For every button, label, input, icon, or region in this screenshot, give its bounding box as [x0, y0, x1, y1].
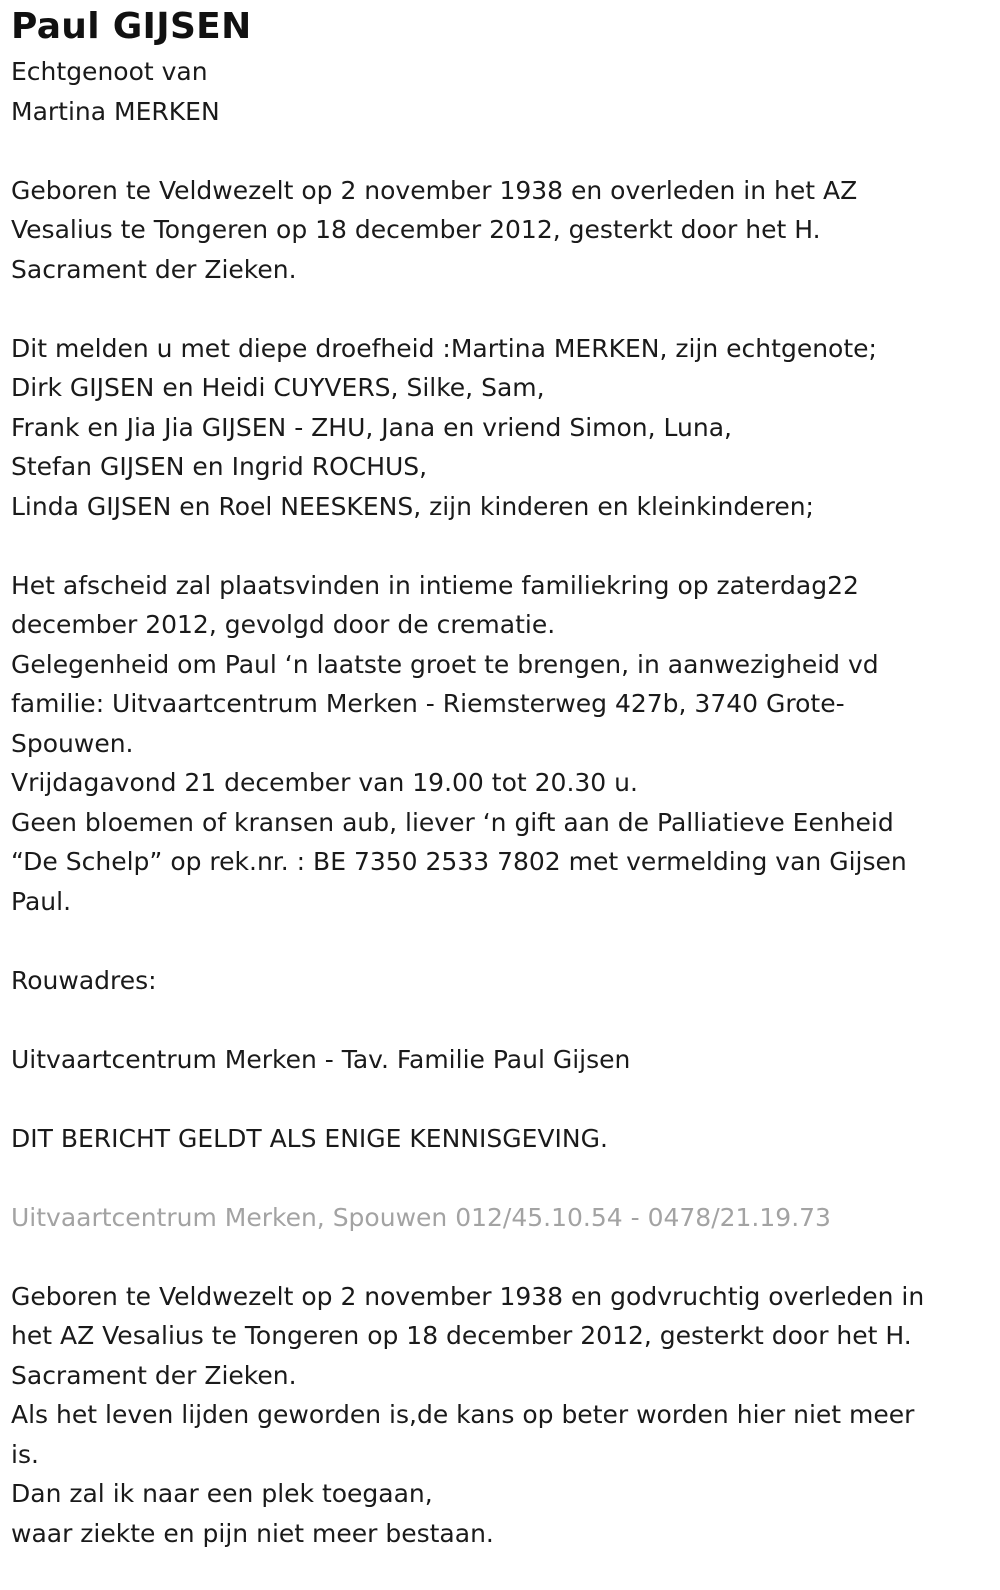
text-line: Echtgenoot van: [11, 57, 208, 86]
text-line: Vrijdagavond 21 december van 19.00 tot 20.30 u.: [11, 768, 638, 797]
text-line: Dit melden u met diepe droefheid :Martina MERKEN, zijn echtgenote;: [11, 333, 877, 363]
text-line: familie: Uitvaartcentrum Merken - Riemsterweg 427b, 3740 Grote-: [11, 689, 845, 718]
blank-line: [11, 1079, 989, 1119]
text-line: Frank en Jia Jia GIJSEN - ZHU, Jana en vriend Simon, Luna,: [11, 412, 732, 442]
text-line: Geboren te Veldwezelt op 2 november 1938 en overleden in het AZ: [11, 175, 858, 205]
text-line: het AZ Vesalius te Tongeren op 18 december 2012, gesterkt door het H.: [11, 1321, 912, 1350]
text-line: Als het leven lijden geworden is,de kans op beter worden hier niet meer: [11, 1400, 915, 1429]
blank-line: [11, 526, 989, 566]
text-line: Dan zal ik naar een plek toegaan,: [11, 1479, 433, 1508]
text-line: Gelegenheid om Paul ‘n laatste groet te brengen, in aanwezigheid vd: [11, 649, 879, 679]
text-line: Geen bloemen of kransen aub, liever ‘n gift aan de Palliatieve Eenheid: [11, 807, 894, 837]
text-line: Spouwen.: [11, 728, 134, 758]
text-line: Sacrament der Zieken.: [11, 254, 297, 284]
text-line: “De Schelp” op rek.nr. : BE 7350 2533 7802 met vermelding van Gijsen: [11, 847, 907, 876]
deceased-name-heading: Paul GIJSEN: [11, 6, 252, 47]
text-line: Martina MERKEN: [11, 96, 220, 126]
text-line: Vesalius te Tongeren op 18 december 2012, gesterkt door het H.: [11, 215, 821, 244]
text-line: december 2012, gevolgd door de crematie.: [11, 610, 556, 639]
text-line: Stefan GIJSEN en Ingrid ROCHUS,: [11, 452, 428, 481]
text-line: Rouwadres:: [11, 965, 157, 995]
blank-line: [11, 1237, 989, 1277]
blank-line: [11, 921, 989, 961]
blank-line: [11, 289, 989, 329]
text-line: Uitvaartcentrum Merken - Tav. Familie Paul Gijsen: [11, 1044, 631, 1074]
text-line: Het afscheid zal plaatsvinden in intieme familiekring op zaterdag22: [11, 570, 859, 600]
text-line: Sacrament der Zieken.: [11, 1360, 297, 1390]
blank-line: [11, 1000, 989, 1040]
obituary-body: [11, 52, 989, 1553]
text-line: is.: [11, 1439, 39, 1469]
text-line: waar ziekte en pijn niet meer bestaan.: [11, 1518, 494, 1548]
text-line: Dirk GIJSEN en Heidi CUYVERS, Silke, Sam,: [11, 373, 545, 402]
blank-line: [11, 131, 989, 171]
funeral-home-contact-line: Uitvaartcentrum Merken, Spouwen 012/45.10.54 - 0478/21.19.73: [11, 1202, 831, 1232]
text-line: Geboren te Veldwezelt op 2 november 1938 en godvruchtig overleden in: [11, 1281, 925, 1311]
text-line: Paul.: [11, 886, 72, 916]
text-line: Linda GIJSEN en Roel NEESKENS, zijn kinderen en kleinkinderen;: [11, 491, 814, 521]
text-line: DIT BERICHT GELDT ALS ENIGE KENNISGEVING.: [11, 1123, 608, 1153]
blank-line: [11, 1158, 989, 1198]
